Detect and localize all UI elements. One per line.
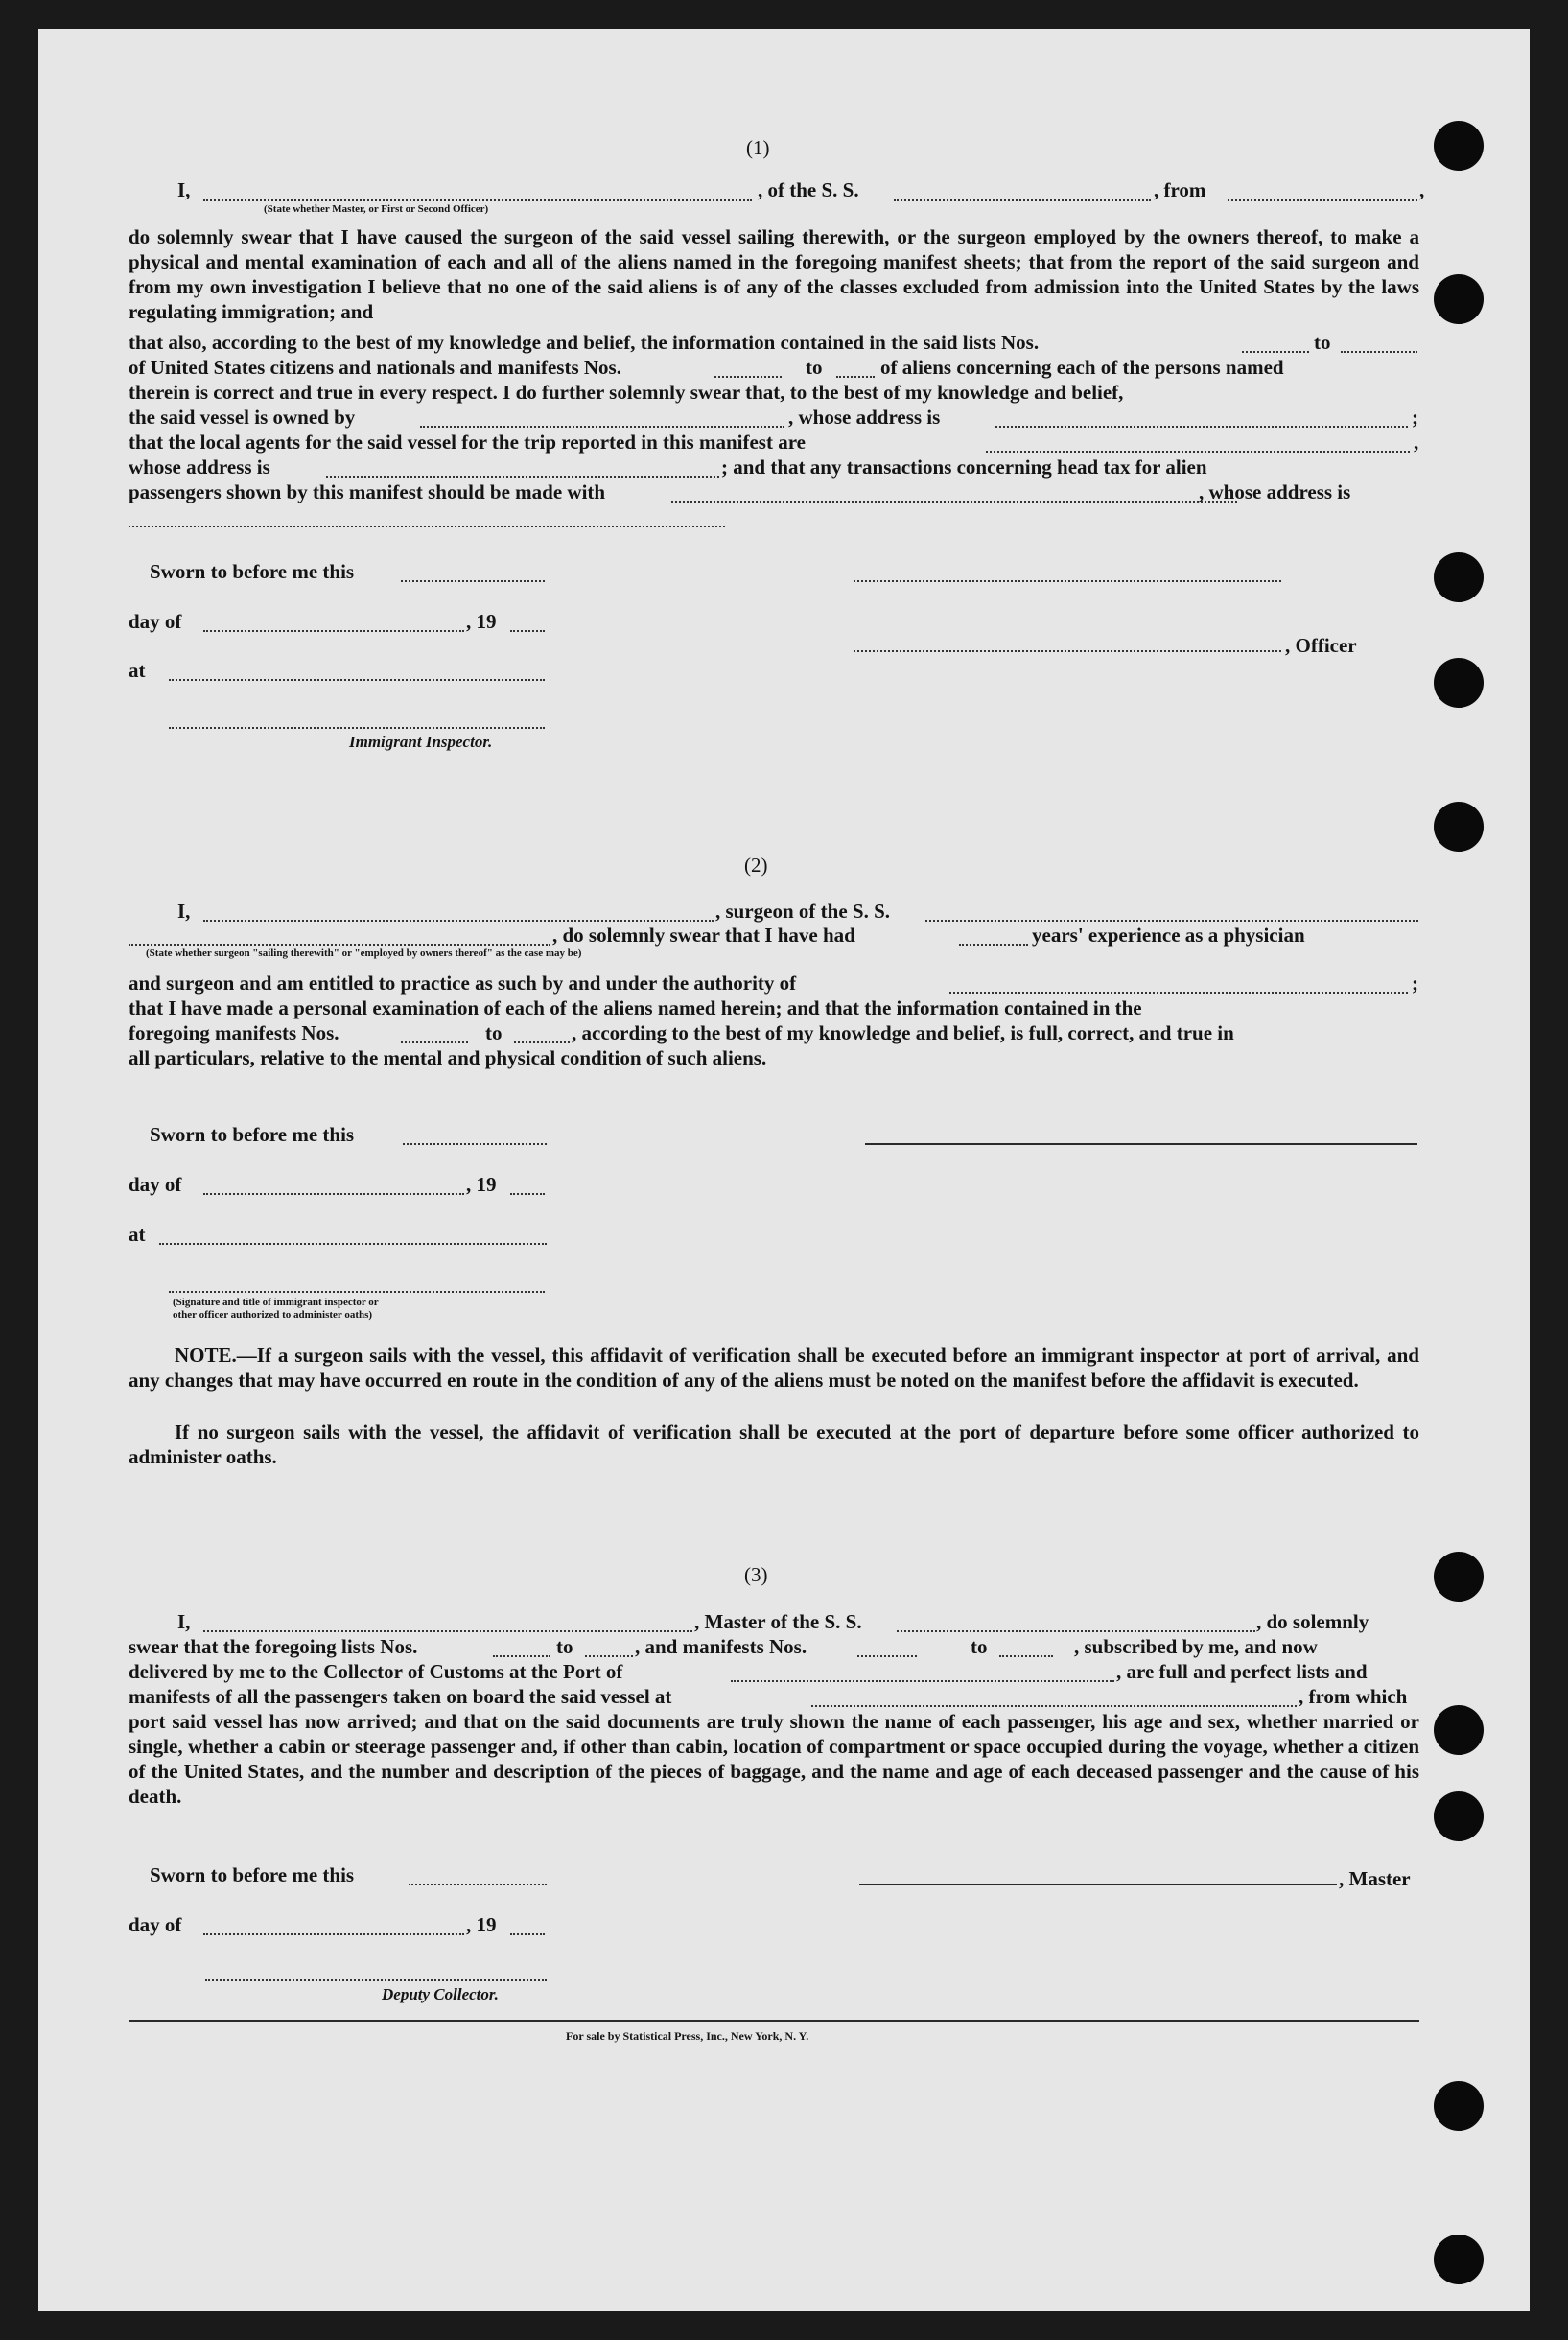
s1-officer-label: , Officer — [1285, 634, 1357, 657]
s2-knowledge-text: , according to the best of my knowledge and belief, is full, correct, and true in — [572, 1021, 1234, 1044]
s1-agents-address-field[interactable] — [326, 476, 719, 478]
s1-citizens-to: to — [806, 356, 823, 379]
s1-dayof-label: day of — [129, 610, 182, 633]
s1-tax-payee-field[interactable] — [671, 501, 1237, 503]
section-1-number: (1) — [746, 136, 770, 159]
punch-hole — [1434, 121, 1484, 171]
s1-officer-signature-field[interactable] — [854, 650, 1281, 652]
section-3-number: (3) — [744, 1563, 768, 1586]
s2-manifests-line: foregoing manifests Nos. — [129, 1021, 339, 1044]
section-2-number: (2) — [744, 854, 768, 877]
s2-line1-i: I, — [177, 900, 191, 923]
s2-year-field[interactable] — [510, 1193, 545, 1195]
s3-lists-line: swear that the foregoing lists Nos. — [129, 1635, 418, 1658]
s1-year-label: , 19 — [466, 610, 497, 633]
s3-day-field[interactable] — [203, 1933, 464, 1935]
s3-swear-text: , do solemnly — [1256, 1610, 1369, 1633]
s3-lists-from-field[interactable] — [493, 1655, 550, 1657]
punch-hole — [1434, 274, 1484, 324]
s2-examination-line: that I have made a personal examination of each of the aliens named herein; and that the information contained in the — [129, 996, 1142, 1019]
s1-officer-field[interactable] — [203, 199, 752, 201]
s2-note-paragraph — [129, 1343, 1419, 1392]
s2-swear-text: , do solemnly swear that I have had — [552, 924, 855, 947]
s2-manifests-to: to — [485, 1021, 503, 1044]
s3-lists-to: to — [556, 1635, 573, 1658]
punch-hole — [1434, 658, 1484, 708]
s2-surgeon-signature-field[interactable] — [865, 1143, 1417, 1145]
s1-manifests-from-field[interactable] — [714, 376, 782, 378]
s2-years-field[interactable] — [959, 944, 1028, 946]
s1-ship-field[interactable] — [894, 199, 1151, 201]
s2-sworn-field[interactable] — [403, 1143, 547, 1145]
s3-dayof-label: day of — [129, 1913, 182, 1936]
s1-whose-address: , whose address is — [788, 406, 941, 429]
s1-lists-to-field[interactable] — [1341, 351, 1417, 353]
s3-manifests-line: manifests of all the passengers taken on board the said vessel at — [129, 1685, 672, 1708]
s3-from-which: , from which — [1299, 1685, 1408, 1708]
s2-authority-field[interactable] — [949, 992, 1408, 994]
s1-line1-from: , from — [1154, 178, 1206, 201]
s1-tax-payee-address-field[interactable] — [129, 526, 725, 527]
s3-ship-field[interactable] — [897, 1630, 1255, 1632]
s3-sworn-field[interactable] — [409, 1884, 547, 1885]
s3-master-label: , Master — [1339, 1867, 1411, 1890]
punch-hole — [1434, 552, 1484, 602]
s1-agents-comma: , — [1414, 431, 1419, 454]
s2-authority-semi: ; — [1412, 971, 1418, 994]
s3-sworn-label: Sworn to before me this — [150, 1863, 355, 1886]
s1-owned-line: the said vessel is owned by — [129, 406, 356, 429]
s2-note2-paragraph: If no surgeon sails with the vessel, the affidavit of verification shall be executed at the port of departure before some officer authorized to administer oaths. — [129, 1420, 1419, 1468]
s1-from-field[interactable] — [1228, 199, 1417, 201]
s1-tax-line: ; and that any transactions concerning head tax for alien — [721, 456, 1207, 479]
s3-master-ss: , Master of the S. S. — [694, 1610, 862, 1633]
s2-at-label: at — [129, 1223, 146, 1246]
s2-manifests-from-field[interactable] — [401, 1041, 468, 1043]
s1-body-text: do solemnly swear that I have caused the surgeon of the said vessel sailing therewith, or the surgeon employed by the owners thereof, to make a physical and mental examination of each and all of the aliens named in the foregoing manifest sheets; that from the report of the said surgeon and from my own investigation I believe that no one of the said aliens is of any of the classes excluded from admission into the United States by the laws regulating immigration; and — [129, 225, 1419, 323]
punch-hole — [1434, 2081, 1484, 2131]
s3-manifests-text: , and manifests Nos. — [635, 1635, 807, 1658]
s3-boarding-port-field[interactable] — [811, 1705, 1297, 1707]
s1-citizens-line: of United States citizens and nationals and manifests Nos. — [129, 356, 621, 379]
s2-particulars-line: all particulars, relative to the mental and physical condition of such aliens. — [129, 1046, 767, 1069]
s2-sworn-label: Sworn to before me this — [150, 1123, 355, 1146]
punch-hole — [1434, 2235, 1484, 2284]
s2-authority-line: and surgeon and am entitled to practice as such by and under the authority of — [129, 971, 797, 994]
s2-ship-field[interactable] — [925, 920, 1418, 922]
punch-hole — [1434, 1705, 1484, 1755]
s3-delivered-line: delivered by me to the Collector of Customs at the Port of — [129, 1660, 623, 1683]
s1-aliens-text: of aliens concerning each of the persons named — [880, 356, 1284, 379]
s3-master-name-field[interactable] — [203, 1630, 692, 1632]
s3-collector-label: Deputy Collector. — [382, 1985, 499, 2003]
s3-collector-signature-field[interactable] — [205, 1979, 547, 1981]
s2-surgeon-name-field[interactable] — [203, 920, 714, 922]
s1-owner-field[interactable] — [420, 426, 784, 428]
manifest-verification-page — [38, 29, 1530, 2311]
s2-day-field[interactable] — [203, 1193, 464, 1195]
s2-inspector-signature-field[interactable] — [169, 1291, 545, 1293]
s2-surgeon-status-field[interactable] — [129, 944, 550, 946]
s3-year-field[interactable] — [510, 1933, 545, 1935]
s3-subscribed-text: , subscribed by me, and now — [1074, 1635, 1318, 1658]
s1-sworn-field[interactable] — [401, 580, 545, 582]
s2-years-text: years' experience as a physician — [1032, 924, 1305, 947]
punch-hole — [1434, 802, 1484, 852]
s3-perfect-text: , are full and perfect lists and — [1116, 1660, 1368, 1683]
s2-surgeon-ss: , surgeon of the S. S. — [715, 900, 891, 923]
s2-status-note: (State whether surgeon "sailing therewith" or "employed by owners thereof" as the case may be) — [146, 948, 582, 959]
punch-hole — [1434, 1791, 1484, 1841]
s1-passengers-line: passengers shown by this manifest should be made with — [129, 480, 606, 503]
s1-lists-from-field[interactable] — [1242, 351, 1309, 353]
s3-master-signature-field[interactable] — [859, 1884, 1337, 1885]
s2-dayof-label: day of — [129, 1173, 182, 1196]
s3-year-label: , 19 — [466, 1913, 497, 1936]
s3-body-text: port said vessel has now arrived; and that on the said documents are truly shown the name of each passenger, his age and sex, whether married or single, whether a cabin or steerage passenger and, if other than cabin, location of compartment or space occupied during the voyage, whether a citizen of the United States, and the number and description of the pieces of baggage, and the name and age of each deceased passenger and the cause of his death. — [129, 1710, 1419, 1808]
s2-note-label: NOTE. — [175, 1344, 237, 1367]
s1-lists-line: that also, according to the best of my knowledge and belief, the information contained in the said lists Nos. — [129, 331, 1040, 354]
printer-credit: For sale by Statistical Press, Inc., New York, N. Y. — [566, 2029, 809, 2043]
s1-whose3: , whose address is — [1199, 480, 1351, 503]
s2-at-field[interactable] — [159, 1243, 547, 1245]
s2-signature-note-2: other officer authorized to administer oaths) — [173, 1309, 373, 1321]
s1-manifests-to-field[interactable] — [836, 376, 875, 378]
s1-owner-address-field[interactable] — [995, 426, 1408, 428]
s1-inspector-signature-field[interactable] — [169, 727, 545, 729]
s1-agents-field[interactable] — [986, 451, 1410, 453]
s3-manifests-to-field[interactable] — [999, 1655, 1053, 1657]
footer-divider — [129, 2020, 1419, 2022]
punch-hole — [1434, 1552, 1484, 1602]
s3-manifests-from-field[interactable] — [857, 1655, 917, 1657]
s1-agents-line: that the local agents for the said vessel for the trip reported in this manifest are — [129, 431, 806, 454]
s1-sworn-label: Sworn to before me this — [150, 560, 355, 583]
s3-manifests-to: to — [971, 1635, 988, 1658]
s1-line1-ss: , of the S. S. — [758, 178, 859, 201]
s2-note-text: —If a surgeon sails with the vessel, this affidavit of verification shall be executed before an immigrant inspector at port of arrival, and any changes that may have occurred en route in the condition of any of the aliens must be noted on the manifest before the affidavit is executed. — [129, 1344, 1419, 1392]
s1-line1-i: I, — [177, 178, 191, 201]
s1-owned-semi: ; — [1412, 406, 1418, 429]
s1-inspector-label: Immigrant Inspector. — [349, 733, 493, 751]
s2-signature-note-1: (Signature and title of immigrant inspector or — [173, 1297, 379, 1308]
s1-day-field[interactable] — [203, 630, 464, 632]
s1-officer-signature-line-top — [854, 580, 1281, 582]
s1-line1-comma: , — [1419, 178, 1425, 201]
s1-at-label: at — [129, 659, 146, 682]
s1-officer-note: (State whether Master, or First or Second Officer) — [264, 203, 489, 215]
s1-year-field[interactable] — [510, 630, 545, 632]
s3-line1-i: I, — [177, 1610, 191, 1633]
s1-whose2-line: whose address is — [129, 456, 270, 479]
s2-year-label: , 19 — [466, 1173, 497, 1196]
s1-lists-to: to — [1314, 331, 1331, 354]
s2-manifests-to-field[interactable] — [514, 1041, 570, 1043]
s3-port-field[interactable] — [731, 1680, 1114, 1682]
s1-therein-line: therein is correct and true in every respect. I do further solemnly swear that, to the best of my knowledge and belief, — [129, 381, 1124, 404]
s3-lists-to-field[interactable] — [585, 1655, 633, 1657]
s1-at-field[interactable] — [169, 679, 545, 681]
